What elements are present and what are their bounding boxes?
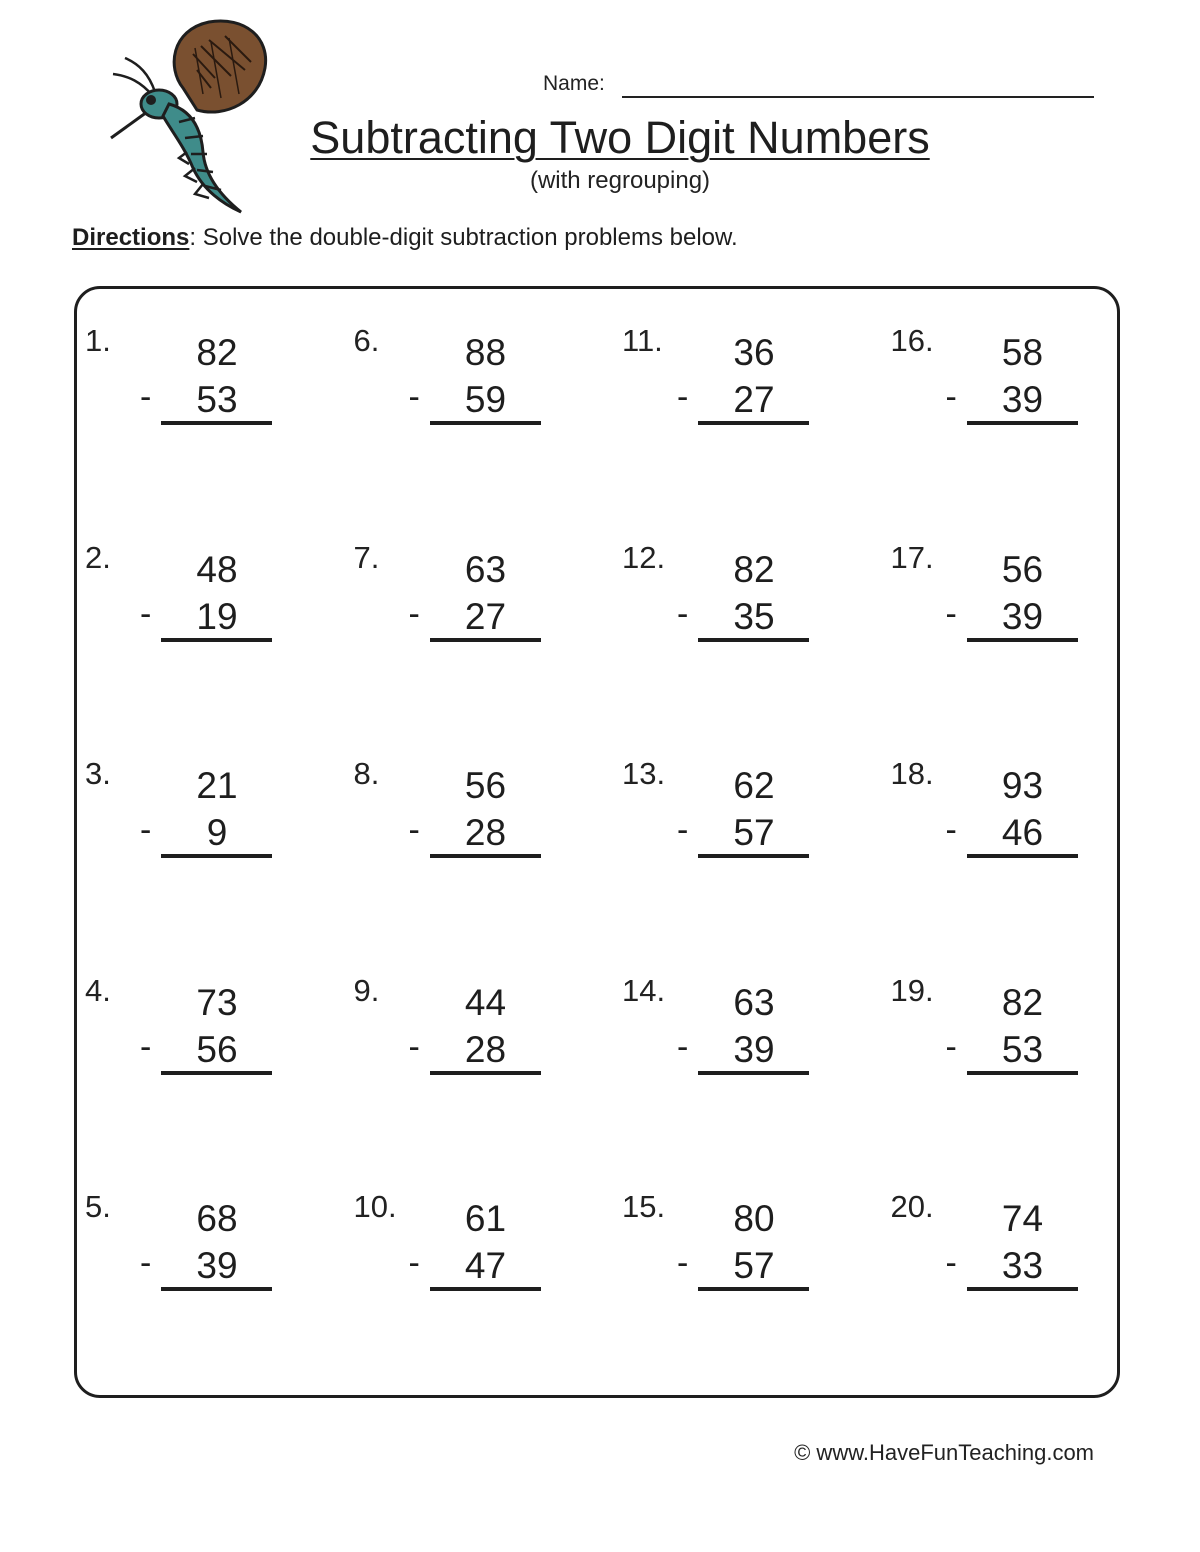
minus-sign: -: [677, 811, 689, 849]
answer-line[interactable]: [430, 421, 541, 425]
minuend: 93: [1001, 765, 1044, 806]
minuend: 63: [464, 548, 507, 590]
minus-sign: -: [408, 811, 420, 849]
problem-number: 2.: [85, 539, 111, 575]
problem-number: 9.: [353, 972, 380, 1008]
problem-number: 10.: [353, 1189, 397, 1224]
problem-number: 8.: [353, 756, 380, 791]
minus-sign: -: [140, 811, 152, 849]
problem-number: 5.: [85, 1189, 111, 1224]
answer-line[interactable]: [430, 1071, 541, 1075]
subtraction-problem: [888, 1184, 1157, 1401]
answer-line[interactable]: [430, 638, 541, 642]
minus-sign: -: [677, 1027, 689, 1066]
minus-sign: -: [677, 378, 689, 416]
subtrahend: 33: [1001, 1245, 1044, 1286]
answer-line[interactable]: [698, 1287, 809, 1291]
answer-line[interactable]: [698, 1071, 809, 1075]
subtrahend: 27: [733, 379, 775, 420]
minuend: 82: [196, 332, 238, 373]
subtraction-problem: [351, 318, 620, 535]
subtrahend: 9: [206, 812, 228, 853]
minuend: 80: [733, 1198, 775, 1239]
minuend: 73: [196, 981, 238, 1023]
directions: [72, 224, 738, 252]
answer-line[interactable]: [161, 1287, 272, 1291]
minus-sign: -: [140, 594, 152, 633]
problem-number: 1.: [85, 323, 111, 358]
subtraction-problem: [619, 751, 888, 968]
answer-line[interactable]: [698, 638, 809, 642]
answer-line[interactable]: [967, 421, 1078, 425]
subtrahend: 39: [196, 1245, 238, 1286]
name-blank-line[interactable]: [622, 96, 1094, 98]
subtrahend: 56: [196, 1028, 238, 1070]
minus-sign: -: [408, 378, 420, 416]
answer-line[interactable]: [161, 1071, 272, 1075]
minus-sign: -: [677, 1244, 689, 1282]
subtrahend: 47: [464, 1245, 507, 1286]
minus-sign: -: [945, 594, 957, 633]
minuend: 44: [464, 981, 507, 1023]
problem-number: 11.: [622, 323, 663, 358]
minuend: 61: [464, 1198, 507, 1239]
subtraction-problem: [888, 535, 1157, 752]
subtrahend: 39: [1001, 595, 1044, 637]
minuend: 21: [196, 765, 238, 806]
name-label: Name:: [543, 72, 605, 95]
minuend: 63: [733, 981, 775, 1023]
answer-line[interactable]: [967, 854, 1078, 858]
minuend: 68: [196, 1198, 238, 1239]
answer-line[interactable]: [430, 1287, 541, 1291]
subtraction-problem: [351, 751, 620, 968]
answer-line[interactable]: [161, 854, 272, 858]
minuend: 82: [733, 548, 775, 590]
subtrahend: 53: [196, 379, 238, 420]
minuend: 74: [1001, 1198, 1044, 1239]
directions-label: Directions: [72, 224, 190, 251]
subtraction-problem: [888, 968, 1157, 1185]
subtrahend: 19: [196, 595, 238, 637]
subtraction-problem: [619, 1184, 888, 1401]
answer-line[interactable]: [161, 638, 272, 642]
subtraction-problem: [82, 318, 351, 535]
copyright-footer: © www.HaveFunTeaching.com: [794, 1440, 1094, 1465]
subtraction-problem: [82, 1184, 351, 1401]
subtraction-problem: [82, 968, 351, 1185]
minus-sign: -: [677, 594, 689, 633]
minus-sign: -: [140, 378, 152, 416]
subtrahend: 57: [733, 812, 775, 853]
problem-number: 3.: [85, 756, 111, 791]
answer-line[interactable]: [698, 421, 809, 425]
problem-number: 17.: [890, 539, 934, 575]
answer-line[interactable]: [967, 638, 1078, 642]
answer-line[interactable]: [967, 1287, 1078, 1291]
problem-number: 18.: [890, 756, 934, 791]
minuend: 82: [1001, 981, 1044, 1023]
minus-sign: -: [140, 1027, 152, 1066]
problem-number: 20.: [890, 1189, 934, 1224]
minuend: 58: [1001, 332, 1044, 373]
directions-text: : Solve the double-digit subtraction problems below.: [189, 224, 738, 251]
problem-number: 12.: [622, 539, 666, 575]
subtraction-problem: [619, 535, 888, 752]
subtrahend: 28: [464, 812, 507, 853]
subtraction-problem: [82, 751, 351, 968]
subtraction-problem: [351, 535, 620, 752]
subtraction-problem: [888, 751, 1157, 968]
subtrahend: 39: [733, 1028, 775, 1070]
subtraction-problem: [619, 968, 888, 1185]
answer-line[interactable]: [698, 854, 809, 858]
subtrahend: 53: [1001, 1028, 1044, 1070]
problem-number: 4.: [85, 972, 111, 1008]
page-subtitle: (with regrouping): [529, 167, 711, 194]
minuend: 36: [733, 332, 775, 373]
minus-sign: -: [945, 1244, 957, 1282]
problem-number: 16.: [890, 323, 934, 358]
minus-sign: -: [945, 378, 957, 416]
minus-sign: -: [140, 1244, 152, 1282]
minus-sign: -: [945, 811, 957, 849]
subtrahend: 46: [1001, 812, 1044, 853]
answer-line[interactable]: [430, 854, 541, 858]
subtrahend: 35: [733, 595, 775, 637]
minus-sign: -: [945, 1027, 957, 1066]
subtrahend: 39: [1001, 379, 1044, 420]
problem-number: 6.: [353, 323, 380, 358]
problem-number: 7.: [353, 539, 380, 575]
minuend: 56: [464, 765, 507, 806]
subtrahend: 27: [464, 595, 507, 637]
problem-number: 19.: [890, 972, 934, 1008]
minuend: 56: [1001, 548, 1044, 590]
subtrahend: 59: [464, 379, 507, 420]
problem-number: 13.: [622, 756, 666, 791]
problem-grid: [82, 318, 1112, 1401]
problem-number: 15.: [622, 1189, 666, 1224]
minus-sign: -: [408, 1244, 420, 1282]
minuend: 48: [196, 548, 238, 590]
subtraction-problem: [351, 1184, 620, 1401]
answer-line[interactable]: [161, 421, 272, 425]
subtraction-problem: [82, 535, 351, 752]
minus-sign: -: [408, 1027, 420, 1066]
answer-line[interactable]: [967, 1071, 1078, 1075]
subtraction-problem: [619, 318, 888, 535]
subtraction-problem: [351, 968, 620, 1185]
subtrahend: 28: [464, 1028, 507, 1070]
minuend: 88: [464, 332, 507, 373]
minus-sign: -: [408, 594, 420, 633]
page-title: Subtracting Two Digit Numbers: [310, 112, 930, 163]
subtraction-problem: [888, 318, 1157, 535]
problem-number: 14.: [622, 972, 666, 1008]
minuend: 62: [733, 765, 775, 806]
subtrahend: 57: [733, 1245, 775, 1286]
